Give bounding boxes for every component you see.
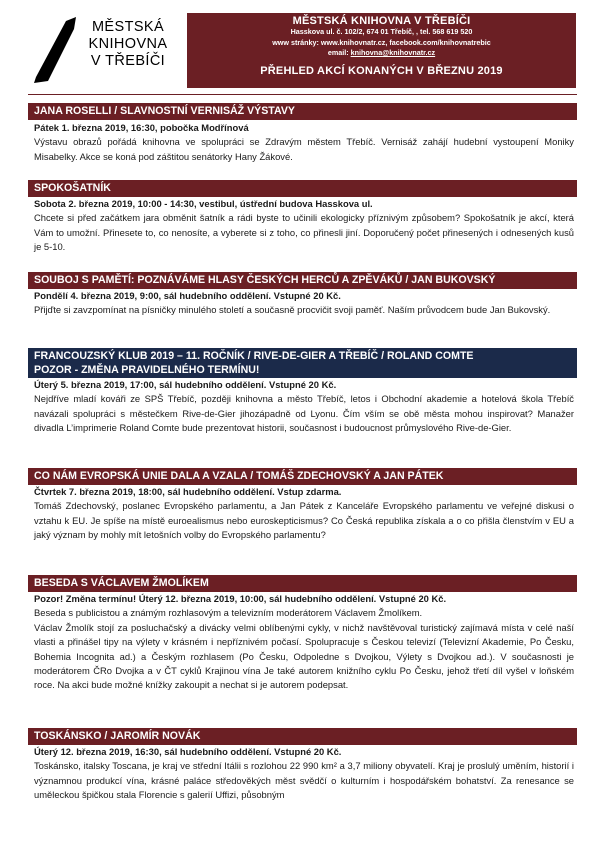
event-text: Chcete si před začátkem jara obměnit šatník a rádi byste to učinili ekologicky příznivým způsobem? Spokošatník je akcí, která Vám to umožní. Přinesete to, co nenosíte, a vyberete si z toho, co přinesli jiní. Doporučený počet přinesených i odnesených kusů je 5-10. — [34, 212, 574, 253]
event-text-2: Václav Žmolík stojí za posluchačský a divácky velmi oblíbenými cykly, v nichž navštěvoval turistický zajímavá místa v celé naší vlasti a přinášel tipy na výlety v krásném i nepříznivém počasí. Spolupracuje s Českou televizí (Televizní Akademie, Po Česku, Bohemia Incognita ad.) a Českým rozhlasem (Po Česku, Odpoledne s Dvojkou, Výlety s Dvojkou ad.). V současnosti je moderátorem ČRo Dvojka a v ČT cyklů Krajinou vína Je také autorem knižního cyklu Po Česku, jehož třetí díl vyšel v loňském roce. Na akci bude možné knížky zakoupit a nechat si je autorem podepsat. — [34, 621, 574, 691]
event-date: Čtvrtek 7. března 2019, 18:00, sál hudebního oddělení. Vstup zdarma. — [34, 486, 342, 497]
address: Hasskova ul. č. 102/2, 674 01 Třebíč, , tel. 568 619 520 — [290, 27, 473, 36]
event-date: Pozor! Změna termínu! Úterý 12. března 2019, 10:00, sál hudebního oddělení. Vstupné 20 Kč. — [34, 593, 447, 604]
header-rule — [28, 94, 577, 95]
event-3 — [34, 289, 574, 318]
event-date: Sobota 2. března 2019, 10:00 - 14:30, vestibul, ústřední budova Hasskova ul. — [34, 198, 373, 209]
event-text: Přijďte si zavzpomínat na písničky minulého století a současně procvičit svoji paměť. Naším průvodcem bude Jan Bukovský. — [34, 304, 551, 316]
event-date: Pátek 1. března 2019, 16:30, pobočka Modřínová — [34, 122, 249, 133]
event-date: Úterý 12. března 2019, 16:30, sál hudebního oddělení. Vstupné 20 Kč. — [34, 746, 342, 757]
email-label: email: — [327, 48, 349, 57]
logo-line-2: KNIHOVNA — [88, 36, 168, 52]
event-text: Výstavu obrazů pořádá knihovna ve spolupráci se Zdravým městem Třebíč. Vernisáž zahájí hudební vystoupení Moniky Misabelky. Akce se koná pod záštitou senátorky Hany Žákové. — [34, 136, 574, 162]
event-date: Úterý 5. března 2019, 17:00, sál hudebního oddělení. Vstupné 20 Kč. — [34, 379, 337, 390]
event-title-3: SOUBOJ S PAMĚTÍ: POZNÁVÁME HLASY ČESKÝCH HERCŮ A ZPĚVÁKŮ / JAN BUKOVSKÝ — [28, 272, 577, 289]
logo-line-3: V TŘEBÍČI — [90, 53, 166, 69]
library-logo — [26, 15, 166, 85]
event-2 — [34, 197, 574, 255]
event-title-4 — [28, 348, 577, 378]
event-title-1: JANA ROSELLI / SLAVNOSTNÍ VERNISÁŽ VÝSTAVY — [28, 103, 577, 120]
event-7 — [34, 745, 574, 803]
event-text: Toskánsko, italsky Toscana, je kraj ve střední Itálii s rozlohou 22 990 km² a 3,7 miliony obyvatelí. Kraj je proslulý uměním, historií i významnou produkcí vína, krásné paláce středověkých měst svědčí o kulturním i hospodářském bohatství. Za renesance se uměleckou špičkou stala Florencie s galerií Uffizi, působným — [34, 760, 574, 801]
logo-line-1: MĚSTSKÁ — [91, 19, 165, 35]
event-text: Nejdříve mladí kováři ze SPŠ Třebíč, později knihovna a město Třebíč, letos i Obchodní akademie a hotelová škola Třebíč navázali spolupráci s městečkem Rive-de-Gier jihozápadně od Lyonu. Čím vším se obě města mohou inspirovat? Manažer divadla L’imprimerie Roland Comte bude prezentovat historii, současnost i budoucnost průmyslového Rive-de-Gier. — [34, 393, 574, 434]
page-title: PŘEHLED AKCÍ KONANÝCH V BŘEZNU 2019 — [260, 64, 503, 77]
event-title-line: FRANCOUZSKÝ KLUB 2019 – 11. ROČNÍK / RIVE-DE-GIER A TŘEBÍČ / ROLAND COMTE — [34, 350, 474, 362]
event-4 — [34, 378, 574, 436]
event-date: Pondělí 4. března 2019, 9:00, sál hudebního oddělení. Vstupné 20 Kč. — [34, 290, 341, 301]
event-6 — [34, 592, 574, 693]
header-box — [187, 13, 576, 88]
event-title-7: TOSKÁNSKO / JAROMÍR NOVÁK — [28, 728, 577, 745]
event-text: Tomáš Zdechovský, poslanec Evropského parlamentu, a Jan Pátek z Kanceláře Evropského parlamentu ve veřejné diskusi o vztahu k EU. Je spíše na místě euroealismus nebo euroskepticismus? Co Česká republika získala a o co přišla členstvím v EU a jaký význam by mohly mít letošních volby do Evropského parlamentu? — [34, 500, 574, 541]
event-title-2: SPOKOŠATNÍK — [28, 180, 577, 197]
event-title-5: CO NÁM EVROPSKÁ UNIE DALA A VZALA / TOMÁŠ ZDECHOVSKÝ A JAN PÁTEK — [28, 468, 577, 485]
org-name: MĚSTSKÁ KNIHOVNA V TŘEBÍČI — [292, 15, 471, 27]
event-1 — [34, 121, 574, 164]
web-link[interactable]: www stránky: www.knihovnatr.cz, facebook.com/knihovnatrebic — [272, 37, 491, 47]
email-link[interactable]: knihovna@knihovnatr.cz — [350, 48, 436, 57]
event-5 — [34, 485, 574, 543]
event-title-6: BESEDA S VÁCLAVEM ŽMOLÍKEM — [28, 575, 577, 592]
event-title-notice: POZOR - ZMĚNA PRAVIDELNÉHO TERMÍNU! — [34, 364, 260, 376]
email-line — [187, 48, 576, 59]
event-text: Beseda s publicistou a známým rozhlasovým a televizním moderátorem Václavem Žmolíkem. — [34, 607, 423, 619]
